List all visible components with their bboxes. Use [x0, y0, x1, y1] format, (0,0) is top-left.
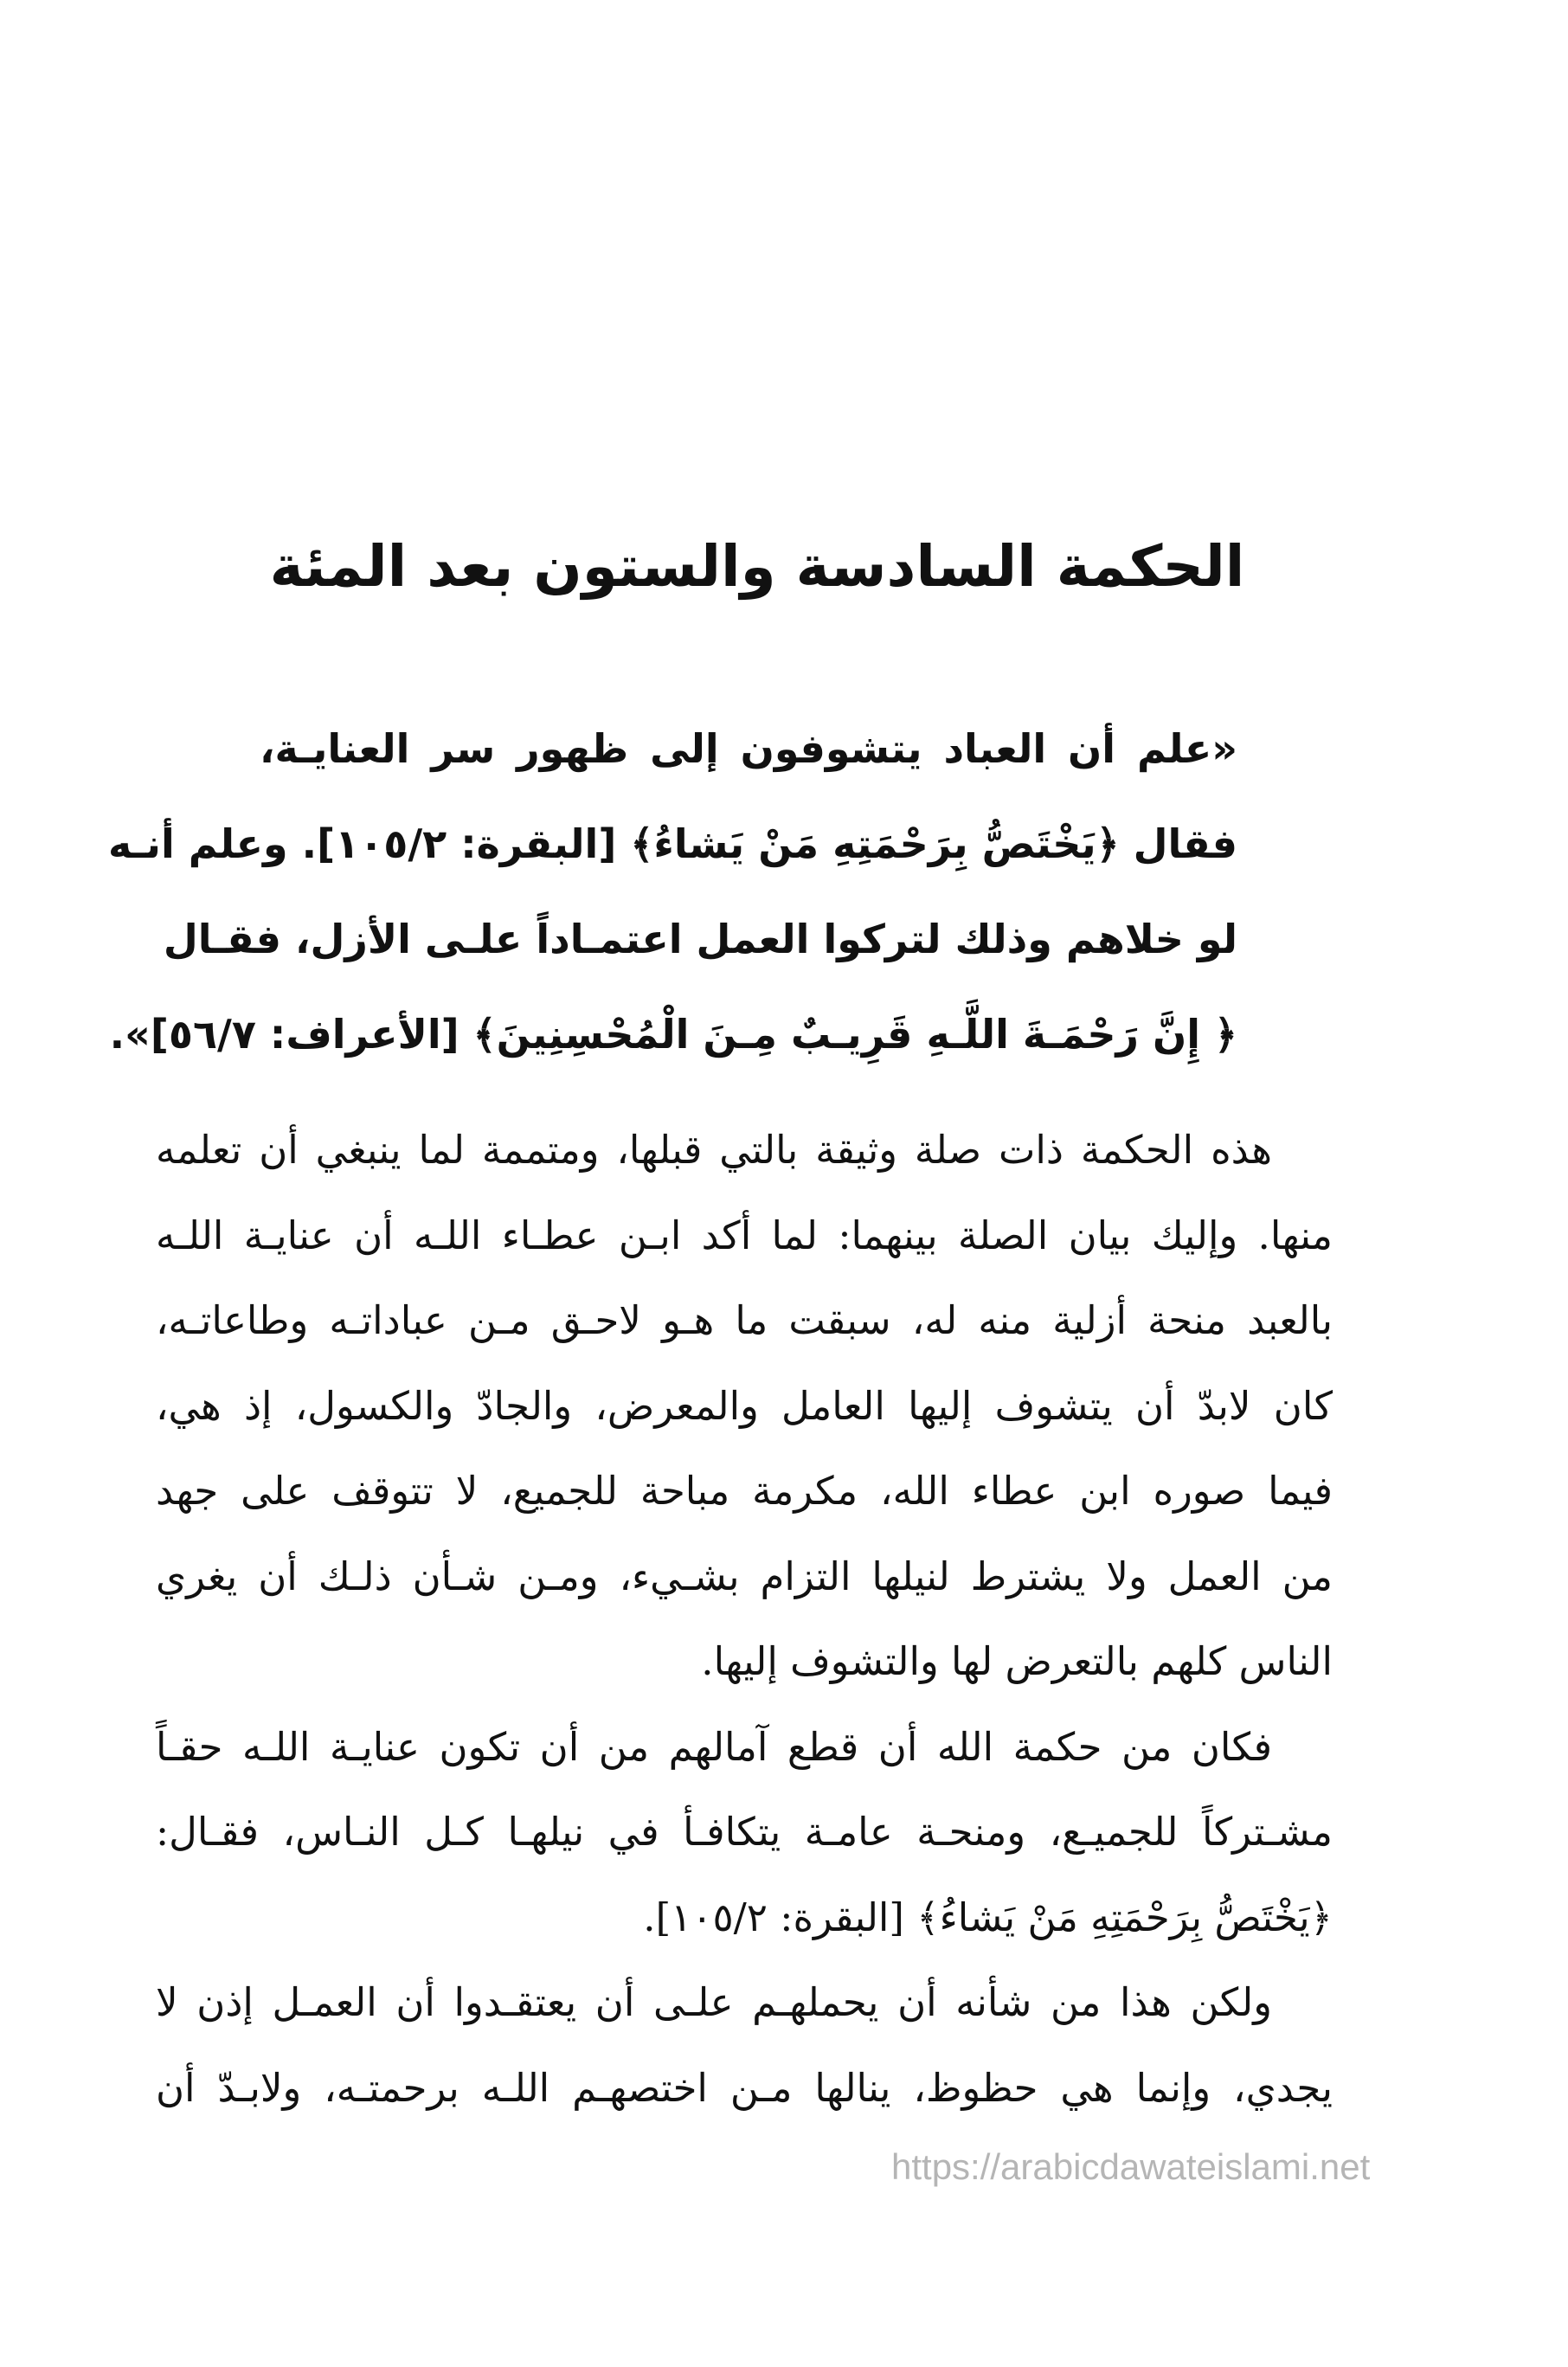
body-line: ولكن هذا من شأنه أن يحملهـم علـى أن يعتقـدوا أن العمـل إذن لا [156, 1979, 1272, 2025]
commentary-text [156, 1108, 1333, 2131]
body-line: من العمل ولا يشترط لنيلها التزام بشـيء، ومـن شـأن ذلـك أن يغري [156, 1553, 1333, 1599]
body-line: كان لابدّ أن يتشوف إليها العامل والمعرض، والجادّ والكسول، إذ هي، [156, 1382, 1333, 1429]
body-line: ﴿يَخْتَصُّ بِرَحْمَتِهِ مَنْ يَشاءُ﴾ [البقرة: ١٠٥/٢]. [643, 1894, 1333, 1940]
chapter-title: الحكمة السادسة والستون بعد المئة [269, 533, 1245, 600]
body-line: بالعبد منحة أزلية منه له، سبقت ما هـو لاحـق مـن عباداتـه وطاعاتـه، [156, 1297, 1333, 1343]
body-line: منها. وإليك بيان الصلة بينهما: لما أكد ابـن عطـاء اللـه أن عنايـة اللـه [156, 1212, 1333, 1258]
quote-line: «علم أن العباد يتشوفون إلى ظهور سر العنايـة، [260, 725, 1237, 772]
quoted-aphorism [108, 701, 1237, 1082]
watermark-url: https://arabicdawateislami.net [891, 2146, 1371, 2187]
body-line: هذه الحكمة ذات صلة وثيقة بالتي قبلها، ومتممة لما ينبغي أن تعلمه [156, 1127, 1272, 1173]
body-line: مشـتركاً للجميـع، ومنحـة عامـة يتكافـأ في نيلهـا كـل النـاس، فقـال: [156, 1809, 1333, 1855]
body-line: يجدي، وإنما هي حظوظ، ينالها مـن اختصهـم اللـه برحمتـه، ولابـدّ أن [156, 2064, 1333, 2111]
body-line: فكان من حكمة الله أن قطع آمالهم من أن تكون عنايـة اللـه حقـاً [156, 1723, 1272, 1770]
body-line: الناس كلهم بالتعرض لها والتشوف إليها. [701, 1638, 1333, 1684]
quote-line: لو خلاهم وذلك لتركوا العمل اعتمـاداً علـى الأزل، فقـال [163, 916, 1237, 962]
quote-line: ﴿ إِنَّ رَحْمَـةَ اللَّـهِ قَرِيـبٌ مِـنَ الْمُحْسِنِينَ﴾ [الأعراف: ٥٦/٧]». [109, 1011, 1237, 1058]
body-line: فيما صوره ابن عطاء الله، مكرمة مباحة للجميع، لا تتوقف على جهد [156, 1468, 1333, 1514]
quote-line: فقال ﴿يَخْتَصُّ بِرَحْمَتِهِ مَنْ يَشاءُ﴾ [البقرة: ١٠٥/٢]. وعلم أنـه [108, 820, 1237, 867]
